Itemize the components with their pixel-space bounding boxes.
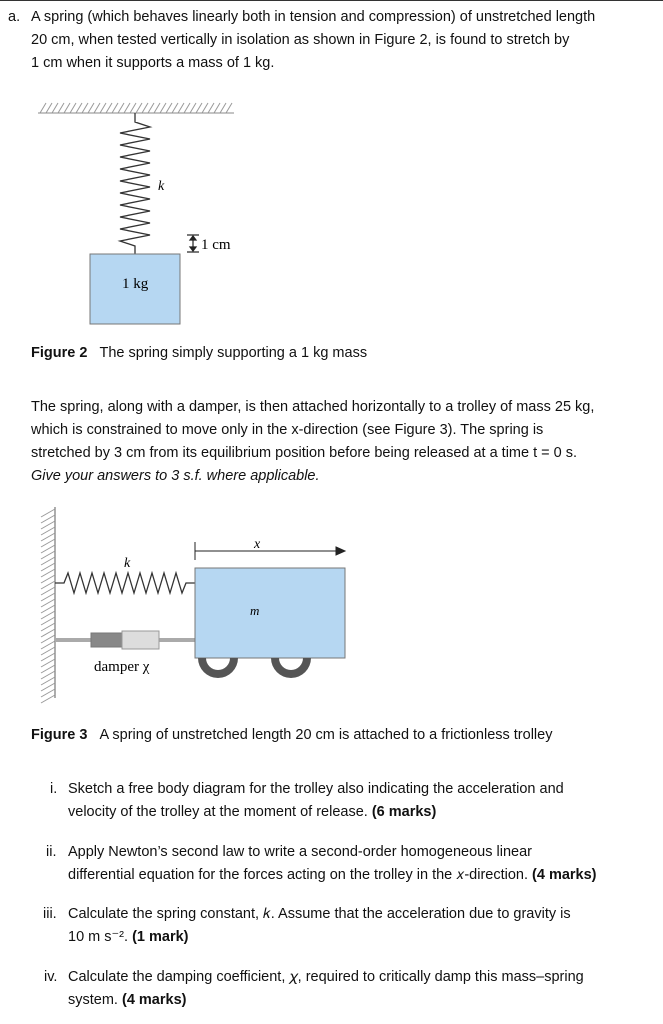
figure-2-caption-text: The spring simply supporting a 1 kg mass — [99, 345, 368, 361]
question-2-number: ii. — [46, 844, 57, 860]
question-1-line-1: Sketch a free body diagram for the trolley also indicating the acceleration and — [68, 781, 564, 797]
question-3-line-2: 10 m s⁻². — [68, 929, 133, 945]
x-label: x — [254, 537, 261, 552]
figure-3 — [0, 495, 663, 715]
question-4-line-1: Calculate the damping coefficient, 𝜒, required to critically damp this mass–spring — [68, 969, 584, 985]
damper-label: damper χ — [94, 659, 150, 675]
trolley-mass-label: m — [250, 603, 260, 618]
horizontal-spring — [55, 573, 195, 593]
figure-2-caption-label: Figure 2 — [31, 345, 88, 361]
question-1-marks: (6 marks) — [371, 804, 437, 820]
vertical-spring — [120, 113, 150, 254]
question-4-number: iv. — [44, 969, 58, 985]
wall — [41, 507, 55, 703]
stretch-label: 1 cm — [201, 237, 231, 253]
question-1-line-2: velocity of the trolley at the moment of release. — [68, 804, 372, 820]
question-3-marks: (1 mark) — [132, 929, 189, 945]
figure-2 — [0, 0, 663, 340]
trolley-body — [195, 568, 345, 658]
middle-line-2: which is constrained to move only in the x-direction (see Figure 3). The spring is — [31, 422, 544, 438]
question-2-line-1: Apply Newton’s second law to write a second-order homogeneous linear — [68, 844, 532, 860]
question-3-number: iii. — [43, 906, 57, 922]
question-2-line-2: differential equation for the forces acting on the trolley in the 𝑥-direction. — [68, 867, 533, 883]
x-axis-arrow — [195, 542, 345, 560]
question-4-marks: (4 marks) — [121, 992, 187, 1008]
figure-3-caption-text: A spring of unstretched length 20 cm is attached to a frictionless trolley — [99, 727, 553, 743]
left-wheel — [198, 658, 238, 678]
intro-label: a. — [8, 9, 21, 25]
intro-line-3: 1 cm when it supports a mass of 1 kg. — [31, 55, 275, 71]
intro-line-1: A spring (which behaves linearly both in tension and compression) of unstretched length — [31, 9, 596, 25]
question-3-line-1: Calculate the spring constant, 𝑘. Assume that the acceleration due to gravity is — [68, 906, 571, 922]
middle-line-3: stretched by 3 cm from its equilibrium position before being released at a time t = 0 s. — [31, 445, 578, 461]
middle-line-1: The spring, along with a damper, is then attached horizontally to a trolley of mass 25 kg, — [31, 399, 595, 415]
stretch-dimension — [187, 235, 199, 252]
figure-3-caption-label: Figure 3 — [31, 727, 88, 743]
intro-line-2: 20 cm, when tested vertically in isolation as shown in Figure 2, is found to stretch by — [31, 32, 570, 48]
question-1-number: i. — [50, 781, 58, 797]
ceiling-hatch — [38, 103, 234, 113]
middle-line-4: Give your answers to 3 s.f. where applicable. — [31, 468, 320, 484]
mass-label: 1 kg — [122, 276, 149, 292]
damper — [55, 631, 195, 649]
spring-k-label: k — [158, 179, 165, 194]
question-4-line-2: system. — [68, 992, 122, 1008]
right-wheel — [271, 658, 311, 678]
spring-k-label-3: k — [124, 556, 131, 571]
question-2-marks: (4 marks) — [532, 867, 597, 883]
